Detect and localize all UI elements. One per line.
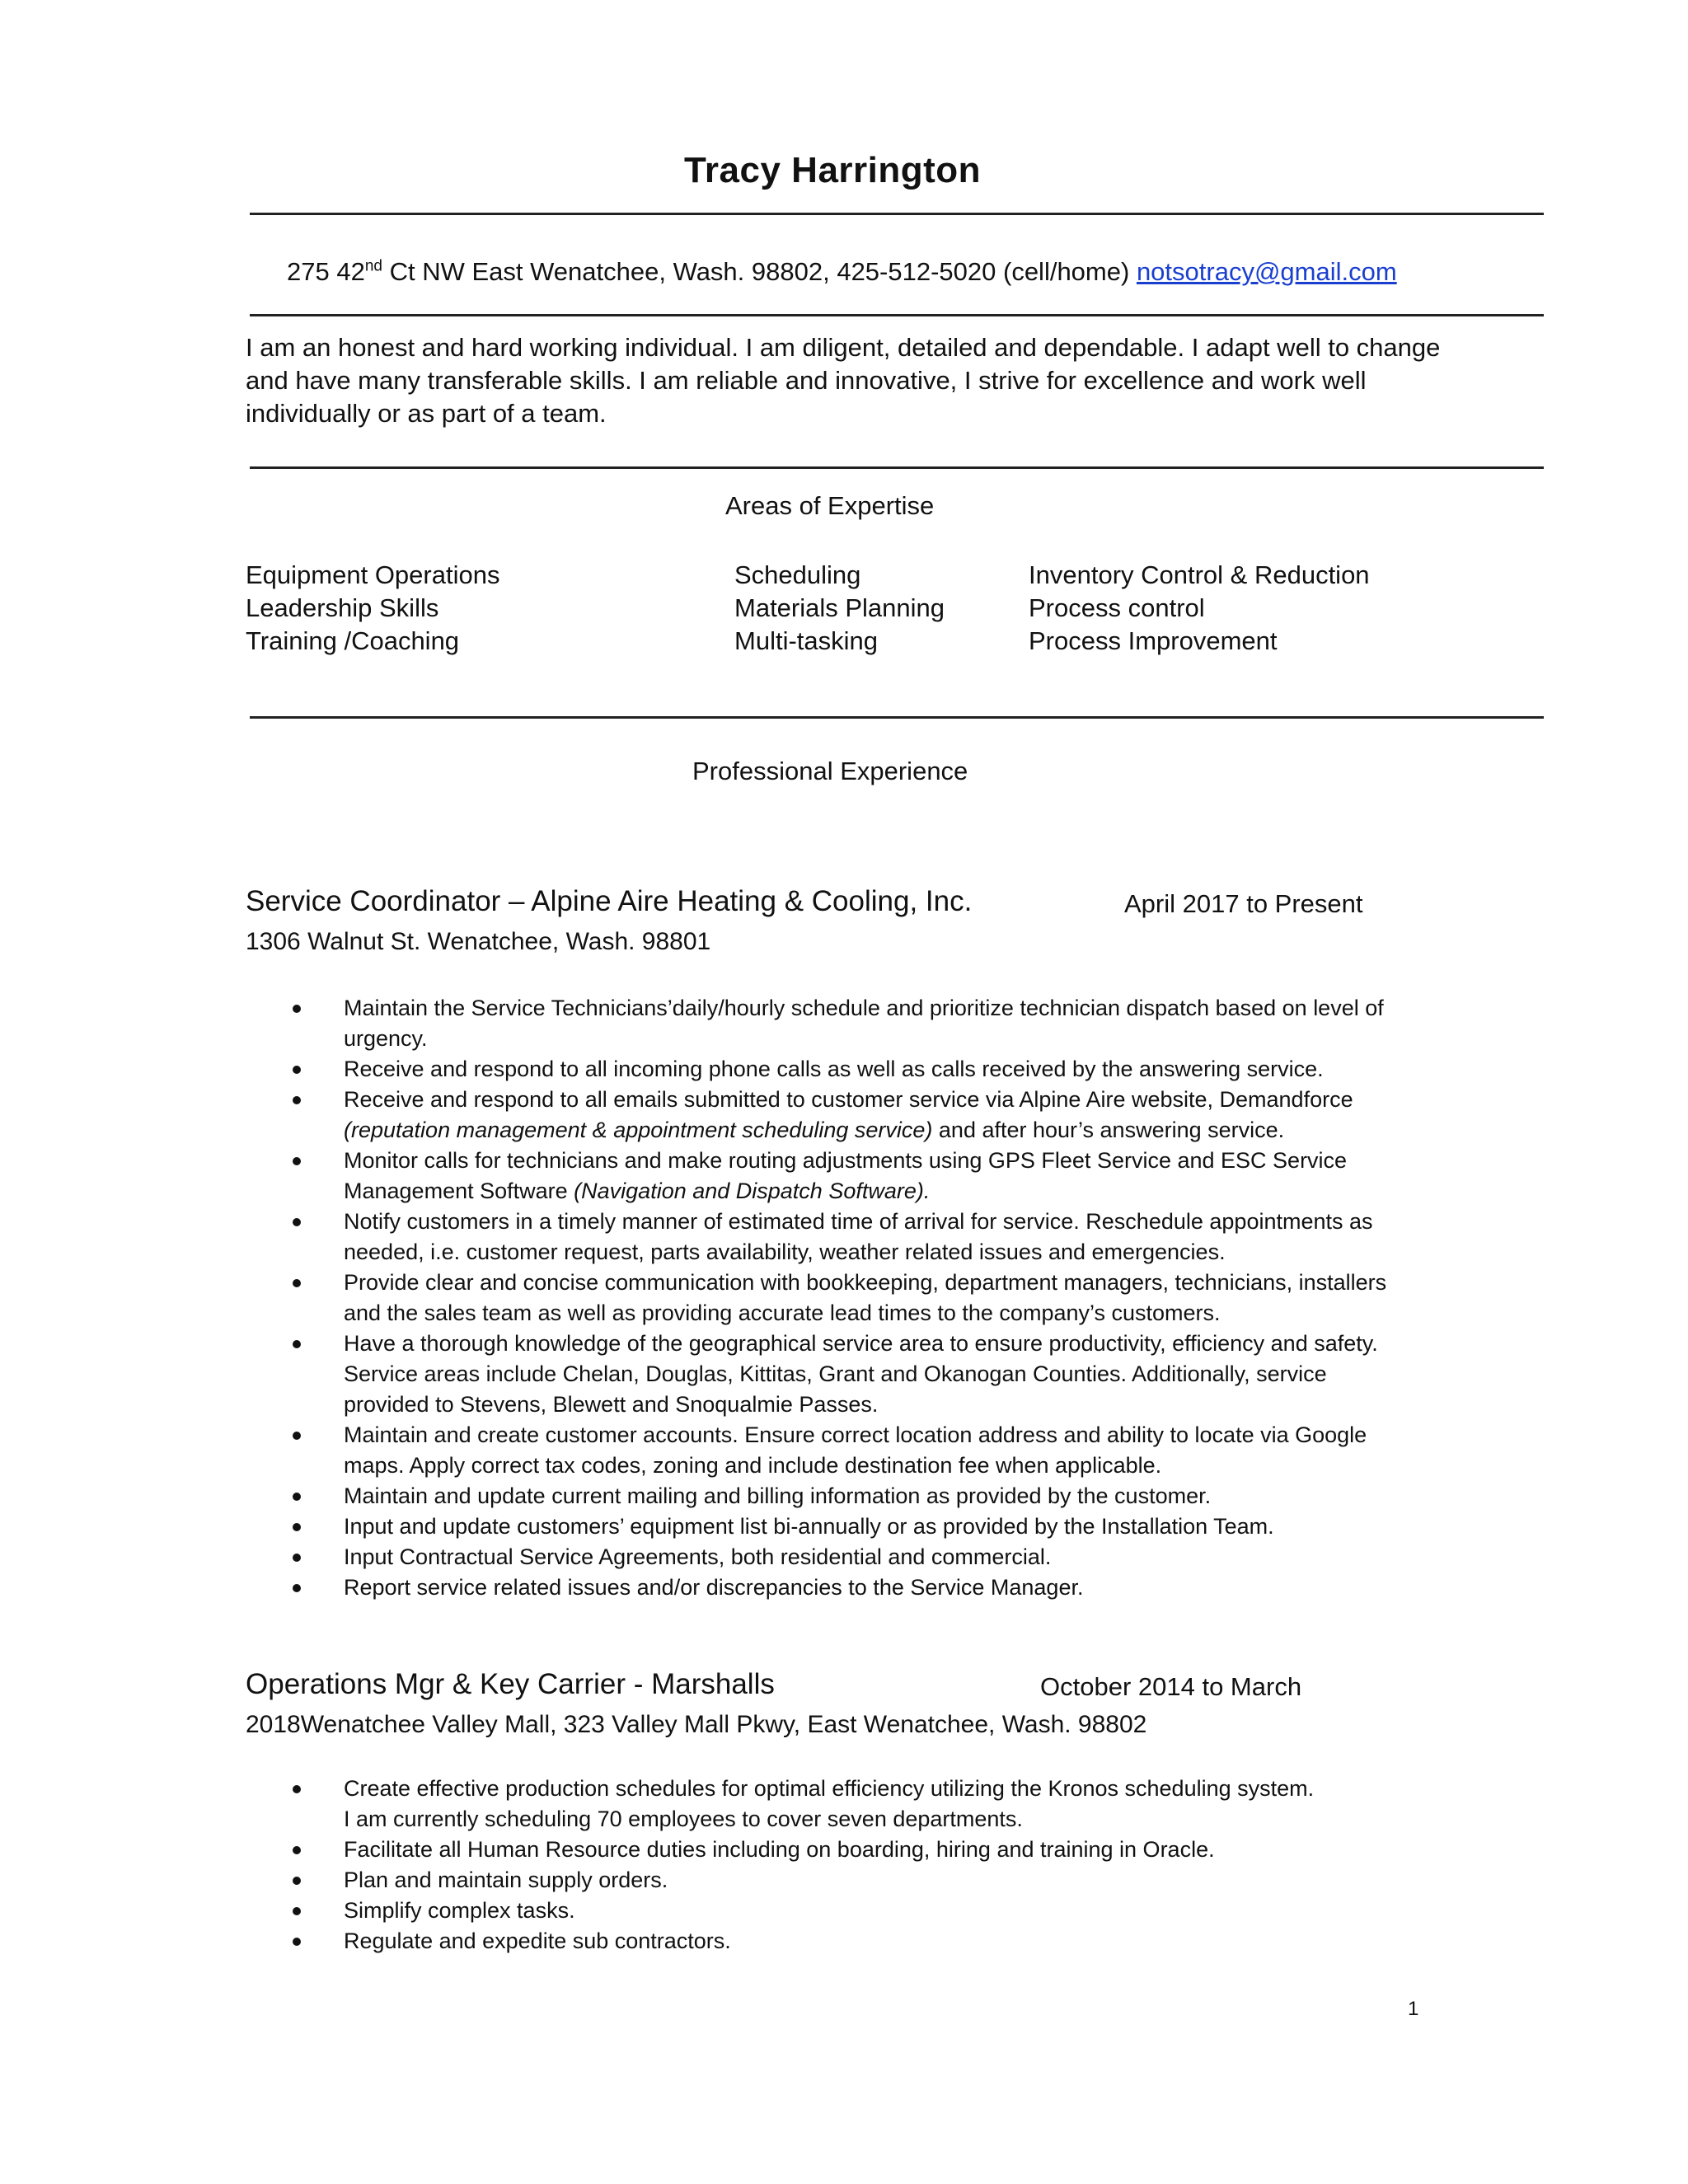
divider — [250, 213, 1544, 215]
list-item — [293, 1774, 1414, 1835]
email-link[interactable]: notsotracy@gmail.com — [1136, 257, 1397, 286]
list-item: Simplify complex tasks. — [293, 1896, 1414, 1926]
list-item: Regulate and expedite sub contractors. — [293, 1926, 1414, 1957]
expertise-item: Leadership Skills — [246, 593, 439, 622]
list-item: Notify customers in a timely manner of estimated time of arrival for service. Reschedule appointments as needed, i.e. customer request, parts availability, weather related issues and emergencies. — [293, 1207, 1414, 1268]
expertise-item: Process control — [1029, 593, 1205, 622]
job-duties-list — [293, 993, 1414, 1603]
expertise-col3 — [1029, 559, 1370, 658]
job-dates: April 2017 to Present — [1124, 889, 1363, 918]
list-item: Provide clear and concise communication with bookkeeping, department managers, technicians, installers and the sales team as well as providing accurate lead times to the company’s customers. — [293, 1268, 1414, 1329]
duty-line2: I am currently scheduling 70 employees to cover seven departments. — [344, 1807, 1023, 1831]
divider — [250, 314, 1544, 316]
expertise-item: Scheduling — [734, 560, 861, 589]
expertise-item: Inventory Control & Reduction — [1029, 560, 1370, 589]
expertise-item: Equipment Operations — [246, 560, 500, 589]
divider — [250, 716, 1544, 719]
expertise-item: Process Improvement — [1029, 626, 1278, 655]
list-item: Maintain and update current mailing and billing information as provided by the customer. — [293, 1481, 1414, 1511]
list-item: Have a thorough knowledge of the geographical service area to ensure productivity, efficiency and safety. Service areas include Chelan, Douglas, Kittitas, Grant and Okanogan Counties. Additionally, service provided to Stevens, Blewett and Snoqualmie Passes. — [293, 1329, 1414, 1420]
duty-text: Receive and respond to all emails submitted to customer service via Alpine Aire website, Demandforce — [344, 1087, 1353, 1112]
job-dates: October 2014 to March — [1040, 1672, 1302, 1701]
list-item — [293, 1085, 1414, 1146]
job-duties-list — [293, 1774, 1414, 1957]
list-item: Receive and respond to all incoming phone calls as well as calls received by the answering service. — [293, 1054, 1414, 1085]
expertise-item: Training /Coaching — [246, 626, 460, 655]
job-title: Service Coordinator – Alpine Aire Heating & Cooling, Inc. — [246, 885, 973, 917]
list-item: Report service related issues and/or discrepancies to the Service Manager. — [293, 1572, 1414, 1603]
expertise-col1 — [246, 559, 499, 658]
summary-paragraph: I am an honest and hard working individual. I am diligent, detailed and dependable. I adapt well to change and have many transferable skills. I am reliable and innovative, I strive for excellence and work well individually or as part of a team. — [246, 333, 1441, 428]
divider — [250, 466, 1544, 469]
expertise-item: Multi-tasking — [734, 626, 878, 655]
duty-italic: (Navigation and Dispatch Software). — [567, 1179, 931, 1203]
list-item — [293, 1146, 1414, 1207]
list-item: Input and update customers’ equipment list bi-annually or as provided by the Installation Team. — [293, 1511, 1414, 1542]
expertise-col2 — [734, 559, 945, 658]
duty-italic: (reputation management & appointment scheduling service) — [344, 1118, 933, 1142]
list-item: Input Contractual Service Agreements, both residential and commercial. — [293, 1542, 1414, 1572]
job-address: 2018Wenatchee Valley Mall, 323 Valley Mall Pkwy, East Wenatchee, Wash. 98802 — [246, 1711, 1147, 1738]
experience-title: Professional Experience — [692, 757, 968, 785]
job-title: Operations Mgr & Key Carrier - Marshalls — [246, 1668, 775, 1700]
duty-text: Monitor calls for technicians and make routing adjustments using GPS Fleet Service and ESC Service Management Software — [344, 1148, 1348, 1203]
expertise-item: Materials Planning — [734, 593, 945, 622]
job-address: 1306 Walnut St. Wenatchee, Wash. 98801 — [246, 928, 711, 955]
page-number: 1 — [1408, 1998, 1419, 2020]
list-item: Facilitate all Human Resource duties including on boarding, hiring and training in Oracle. — [293, 1835, 1414, 1865]
address-rest: Ct NW East Wenatchee, Wash. 98802, 425-512-5020 (cell/home) — [382, 257, 1137, 286]
list-item: Plan and maintain supply orders. — [293, 1865, 1414, 1896]
contact-line — [287, 257, 1397, 287]
duty-text: Create effective production schedules for optimal efficiency utilizing the Kronos scheduling system. — [344, 1776, 1315, 1801]
list-item: Maintain and create customer accounts. Ensure correct location address and ability to locate via Google maps. Apply correct tax codes, zoning and include destination fee when applicable. — [293, 1420, 1414, 1481]
expertise-title: Areas of Expertise — [725, 491, 935, 520]
address-prefix: 275 42 — [287, 257, 365, 286]
duty-tail: and after hour’s answering service. — [932, 1118, 1285, 1142]
resume-name: Tracy Harrington — [683, 150, 982, 190]
address-sup: nd — [364, 257, 382, 275]
list-item: Maintain the Service Technicians’daily/hourly schedule and prioritize technician dispatch based on level of urgency. — [293, 993, 1414, 1054]
